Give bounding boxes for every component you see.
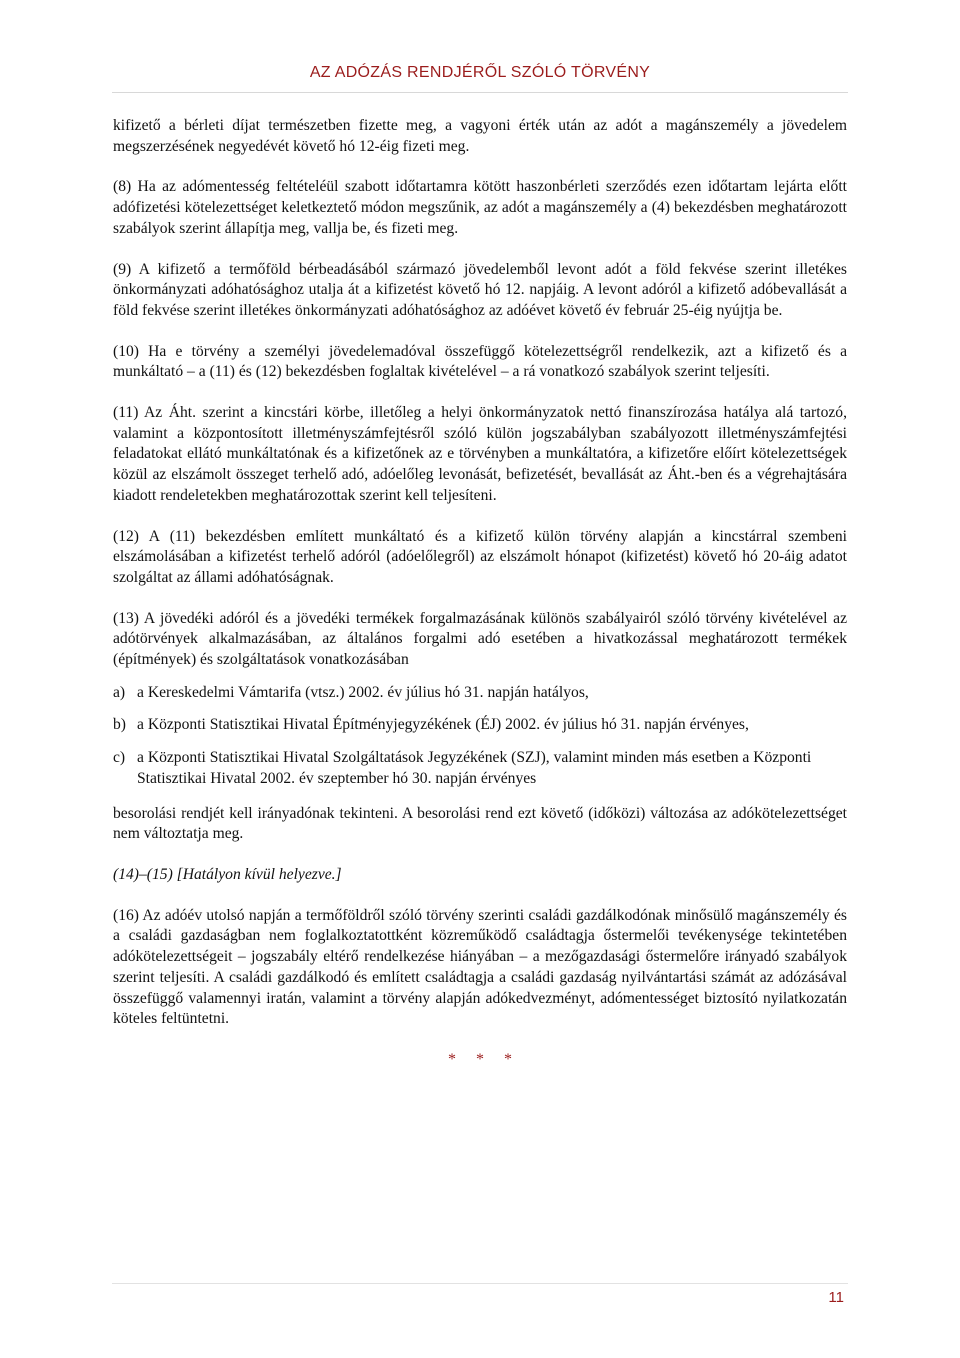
list-item-a bbox=[113, 683, 847, 704]
page-number: 11 bbox=[828, 1289, 844, 1306]
paragraph-continuation: kifizető a bérleti díjat természetben fizette meg, a vagyoni érték után az adót a magánszemély a jövedelem megszerzésének negyedévét követő hó 12-éig fizeti meg. bbox=[113, 117, 847, 155]
paragraph-10: (10) Ha e törvény a személyi jövedelemadóval összefüggő kötelezettségről rendelkezik, azt a kifizető és a munkáltató ‒ a (11) és (12) bekezdésben foglaltak kivételével ‒ a rá vonatkozó szabályok szerint teljesíti. bbox=[113, 342, 847, 381]
paragraph-11: (11) Az Áht. szerint a kincstári körbe, illetőleg a helyi önkormányzatok nettó finanszírozása hatálya alá tartozó, valamint a központosított illetményszámfejtésről szóló külön jogszabályban szabályozott illetményszámfejtési feladatokat ellátó munkáltatónak és a kifizetőnek az e törvényben a munkáltatóra, a kifizetőre előírt kötelezettségek közül az elszámolt összeget terhelő adó, adóelőleg levonását, befizetését, bevallását az Áht.-ben és a végrehajtására kiadott rendeletekben meghatározottak szerint kell teljesíteni. bbox=[113, 404, 847, 504]
paragraph-13: (13) A jövedéki adóról és a jövedéki termékek forgalmazásának különös szabályairól szóló törvény kivételével az adótörvények alkalmazásában, az általános forgalmi adó esetében a hivatkozással meghatározott termékek (építmények) és szolgáltatások vonatkozásában bbox=[113, 609, 847, 669]
paragraph-12: (12) A (11) bekezdésben említett munkáltató és a kifizető külön törvény alapján a kincstárral szembeni elszámolásában a kifizetést terhelő adóról (adóelőlegről) az elszámolt hónapot (kifizetést) követő hó 20-áig adatot szolgáltat az állami adóhatóságnak. bbox=[113, 527, 847, 586]
paragraph-8: (8) Ha az adómentesség feltételéül szabott időtartamra kötött haszonbérleti szerződés ezen időtartam lejárta előtt adófizetési kötelezettséget keletkeztető módon megszűnik, az adót a magánszemély a (4) bekezdésben meghatározott szabályok szerint állapítja meg, vallja be, és fizeti meg. bbox=[113, 178, 847, 237]
document-body bbox=[113, 116, 847, 1071]
paragraph-9: (9) A kifizető a termőföld bérbeadásából származó jövedelemből levont adót a föld fekvése szerint illetékes önkormányzati adóhatósághoz utalja át a kifizetést követő hó 12. napjáig. A levont adóról a kifizető adóbevallását a föld fekvése szerint illetékes önkormányzati adóhatósághoz az adóévet követő év február 25-éig nyújtja be. bbox=[113, 260, 847, 319]
footer-divider bbox=[112, 1283, 848, 1284]
paragraph-13-tail: besorolási rendjét kell irányadónak tekinteni. A besorolási rend ezt követő (időközi) változása az adókötelezettséget nem változtatja meg. bbox=[113, 804, 847, 843]
list-text: a Központi Statisztikai Hivatal Szolgáltatások Jegyzékének (SZJ), valamint minden más esetben a Központi Statisztikai Hivatal 2002. év szeptember hó 30. napján érvényes bbox=[137, 749, 812, 787]
list-text: a Központi Statisztikai Hivatal Építményjegyzékének (ÉJ) 2002. év július hó 31. napján érvényes, bbox=[137, 716, 749, 734]
list-marker: c) bbox=[113, 749, 126, 767]
section-separator: * * * bbox=[448, 1050, 520, 1068]
header-divider bbox=[112, 92, 848, 93]
list-item-b bbox=[113, 715, 847, 736]
list-marker: a) bbox=[113, 683, 126, 701]
list-marker: b) bbox=[113, 716, 126, 734]
list-text: a Kereskedelmi Vámtarifa (vtsz.) 2002. év július hó 31. napján hatályos, bbox=[137, 683, 589, 701]
paragraph-14-15: (14)–(15) [Hatályon kívül helyezve.] bbox=[113, 865, 342, 883]
page-header: AZ ADÓZÁS RENDJÉRŐL SZÓLÓ TÖRVÉNY bbox=[309, 64, 651, 81]
list-item-c bbox=[113, 748, 847, 789]
paragraph-16: (16) Az adóév utolsó napján a termőföldről szóló törvény szerinti családi gazdálkodónak minősülő magánszemély és a családi gazdaságban nem foglalkoztatottként közreműködő családtagja őstermelői tevékenysége tekintetében adókötelezettségeit ‒ jogszabály eltérő rendelkezése hiányában ‒ a mezőgazdasági őstermelőre irányadó szabályok szerint teljesíti. A családi gazdálkodó és említett családtagja a családi gazdaság nyilvántartási számát az adózásával összefüggő valamennyi iratán, valamint a törvény alapján adókedvezményt, adómentességet biztosító nyilatkozatán köteles feltüntetni. bbox=[113, 906, 847, 1028]
